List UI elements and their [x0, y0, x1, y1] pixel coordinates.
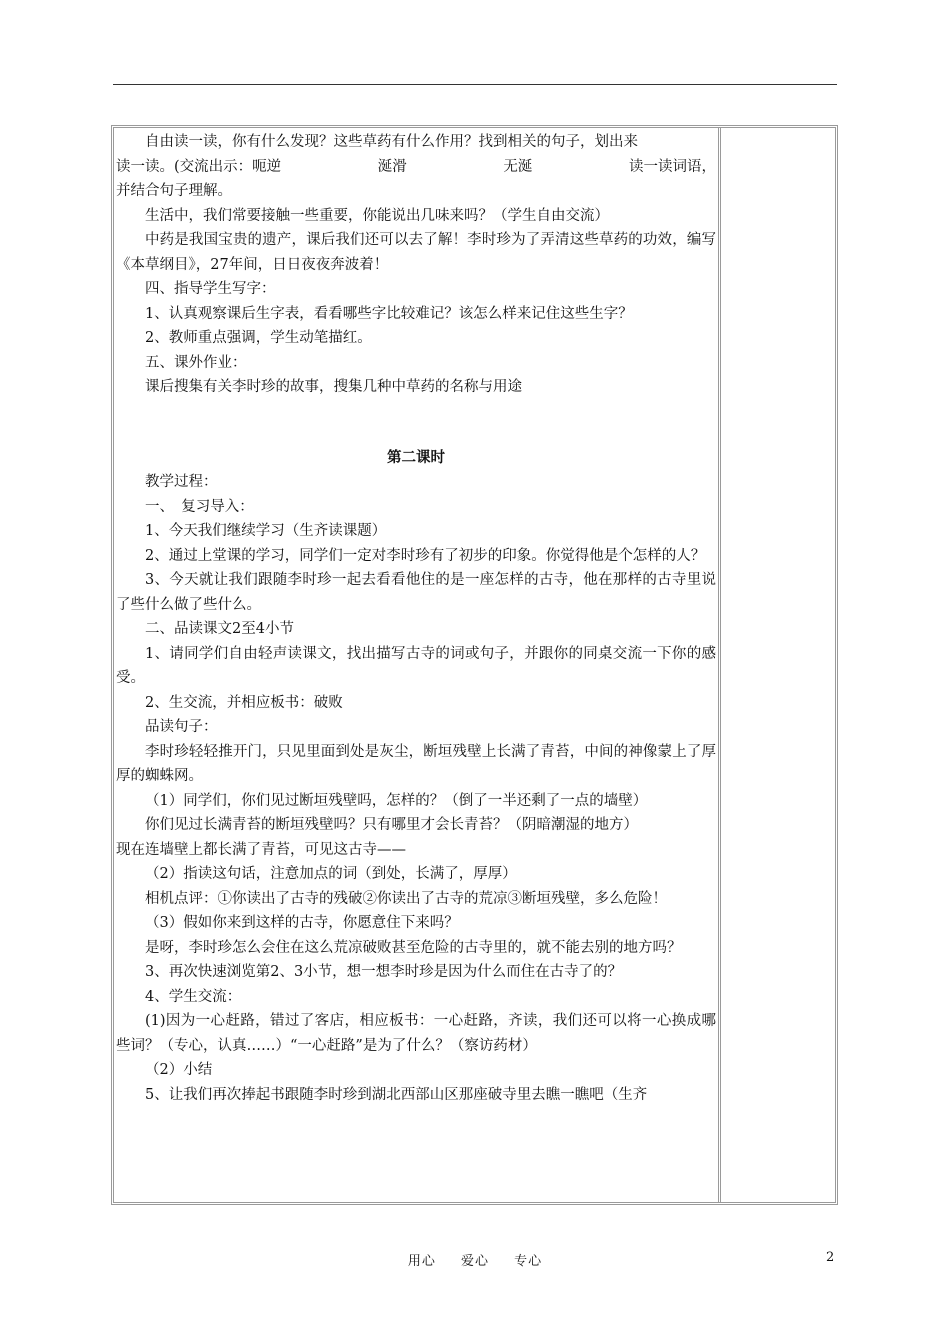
page-footer	[0, 1250, 950, 1269]
paragraph: 3、再次快速浏览第2、3小节，想一想李时珍是因为什么而住在古寺了的？	[145, 964, 623, 980]
paragraph: 生活中，我们常要接触一些重要，你能说出几味来吗？（学生自由交流）	[145, 207, 609, 224]
paragraph: 李时珍轻轻推开门，只见里面到处是灰尘，断垣残壁上长满了青苔，中间的神像蒙上了厚厚的蜘蛛网。	[116, 743, 716, 784]
paragraph: 自由读一读，你有什么发现？这些草药有什么作用？找到相关的句子，划出来	[145, 134, 638, 150]
paragraph: （1）同学们，你们见过断垣残壁吗，怎样的？（倒了一半还剩了一点的墙壁）	[145, 792, 648, 809]
paragraph: 二、品读课文2至4小节	[145, 621, 294, 637]
paragraph: 读一读。(交流出示：呃逆 涎滑 无涎 读一读词语，	[116, 158, 716, 175]
paragraph: 1、请同学们自由轻声读课文，找出描写古寺的词或句子，并跟你的同桌交流一下你的感受。	[116, 645, 716, 686]
paragraph: （3）假如你来到这样的古寺，你愿意住下来吗？	[145, 915, 459, 931]
lesson-content	[116, 130, 716, 1202]
page-number: 2	[826, 1250, 835, 1265]
footer-word: 专心	[514, 1254, 543, 1269]
paragraph: 2、教师重点强调，学生动笔描红。	[145, 330, 372, 346]
paragraph: 4、学生交流：	[145, 988, 242, 1005]
paragraph: 现在连墙壁上都长满了青苔，可见这古寺——	[116, 841, 406, 858]
footer-word: 用心	[407, 1254, 436, 1269]
paragraph: 1、今天我们继续学习（生齐读课题）	[145, 523, 387, 539]
paragraph: 你们见过长满青苔的断垣残壁吗？只有哪里才会长青苔？（阴暗潮湿的地方）	[145, 817, 638, 833]
paragraph: 2、生交流，并相应板书：破败	[145, 694, 343, 711]
paragraph: 教学过程：	[145, 474, 218, 490]
paragraph: 品读句子：	[145, 719, 218, 735]
lesson-table	[111, 125, 838, 1205]
paragraph: 是呀，李时珍怎么会住在这么荒凉破败甚至危险的古寺里的，就不能去别的地方吗？	[145, 939, 682, 956]
paragraph: （2）指读这句话，注意加点的词（到处，长满了，厚厚）	[145, 866, 517, 882]
paragraph: 一、 复习导入：	[145, 498, 254, 515]
paragraph: (1)因为一心赶路，错过了客店，相应板书：一心赶路，齐读，我们还可以将一心换成哪些词？（专心，认真……）“一心赶路”是为了什么？（察访药材）	[116, 1013, 716, 1054]
paragraph: 3、今天就让我们跟随李时珍一起去看看他住的是一座怎样的古寺，他在那样的古寺里说了些什么做了些什么。	[116, 572, 716, 613]
paragraph: 并结合句子理解。	[116, 183, 232, 199]
paragraph: 五、课外作业：	[145, 354, 247, 371]
paragraph: 5、让我们再次捧起书跟随李时珍到湖北西部山区那座破寺里去瞧一瞧吧（生齐	[145, 1086, 648, 1103]
paragraph: 相机点评：①你读出了古寺的残破②你读出了古寺的荒凉③断垣残壁，多么危险！	[145, 890, 667, 907]
paragraph: 四、指导学生写字：	[145, 281, 276, 297]
paragraph: 中药是我国宝贵的遗产，课后我们还可以去了解！李时珍为了弄清这些草药的功效，编写《本草纲目》，27年间，日日夜夜奔波着！	[116, 232, 716, 273]
header-rule	[113, 84, 837, 85]
section-heading: 第二课时	[387, 448, 445, 466]
paragraph: 2、通过上堂课的学习，同学们一定对李时珍有了初步的印象。你觉得他是个怎样的人？	[145, 547, 706, 564]
paragraph: 课后搜集有关李时珍的故事，搜集几种中草药的名称与用途	[145, 379, 522, 395]
paragraph: 1、认真观察课后生字表，看看哪些字比较难记？该怎么样来记住这些生字？	[145, 305, 633, 322]
paragraph: （2）小结	[145, 1062, 213, 1078]
footer-word: 爱心	[460, 1254, 489, 1269]
column-divider	[718, 128, 721, 1202]
